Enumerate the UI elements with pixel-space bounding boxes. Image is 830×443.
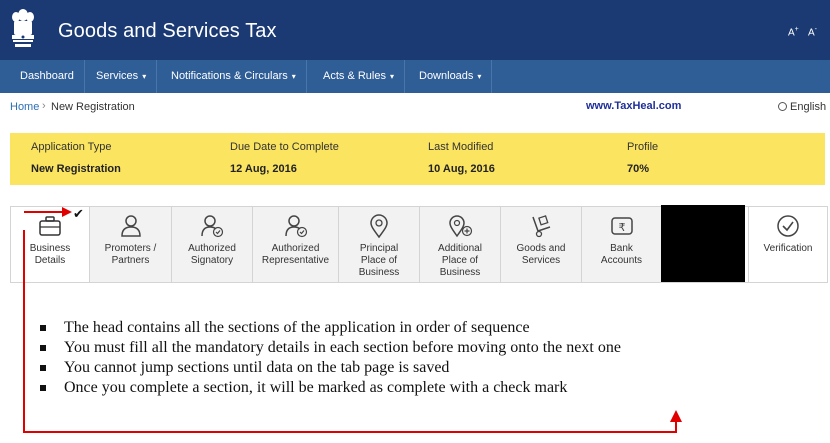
- instruction-item: You must fill all the mandatory details in each section before moving onto the next one: [40, 338, 820, 358]
- tab-bank-accounts[interactable]: ₹ Bank Accounts: [582, 207, 662, 282]
- last-modified-label: Last Modified: [428, 141, 494, 153]
- tab-verification[interactable]: Verification: [748, 207, 827, 282]
- instruction-item: You cannot jump sections until data on the tab page is saved: [40, 358, 820, 378]
- person-check-icon: [199, 213, 225, 239]
- breadcrumb-home-link[interactable]: Home: [10, 101, 40, 113]
- caret-down-icon: ▾: [291, 72, 296, 81]
- nav-acts-rules[interactable]: Acts & Rules ▾: [313, 60, 405, 93]
- nav-dashboard[interactable]: Dashboard: [10, 60, 85, 93]
- person-icon: [118, 213, 144, 239]
- tab-authorized-representative[interactable]: Authorized Representative: [253, 207, 339, 282]
- breadcrumb-current: New Registration: [51, 101, 135, 113]
- nav-services[interactable]: Services ▾: [86, 60, 157, 93]
- redacted-tab: [661, 205, 745, 282]
- tab-goods-services[interactable]: Goods and Services: [501, 207, 582, 282]
- application-type-label: Application Type: [31, 141, 112, 153]
- caret-down-icon: ▾: [389, 72, 394, 81]
- instruction-item: The head contains all the sections of the application in order of sequence: [40, 318, 820, 338]
- location-pin-icon: [366, 213, 392, 239]
- nav-notifications[interactable]: Notifications & Circulars ▾: [161, 60, 307, 93]
- breadcrumb-separator: ›: [42, 100, 46, 112]
- instruction-list: [40, 318, 820, 398]
- check-circle-icon: [775, 213, 801, 239]
- increase-font-button[interactable]: A+: [788, 26, 799, 39]
- tab-additional-place[interactable]: Additional Place of Business: [420, 207, 501, 282]
- language-selector[interactable]: English: [778, 101, 826, 113]
- person-check-icon: [283, 213, 309, 239]
- rupee-icon: [609, 213, 635, 239]
- caret-down-icon: ▾: [477, 72, 482, 81]
- hand-truck-icon: [528, 213, 554, 239]
- nav-downloads[interactable]: Downloads ▾: [409, 60, 492, 93]
- check-mark-icon: ✔: [73, 206, 84, 221]
- briefcase-icon: [37, 213, 63, 239]
- tab-business-details[interactable]: Business Details ✔: [11, 207, 90, 282]
- application-summary: [10, 133, 825, 185]
- location-pin-plus-icon: [447, 213, 473, 239]
- profile-value: 70%: [627, 163, 650, 175]
- tab-authorized-signatory[interactable]: Authorized Signatory: [172, 207, 253, 282]
- site-title: Goods and Services Tax: [58, 20, 277, 42]
- globe-icon: [778, 102, 787, 111]
- tab-principal-place[interactable]: Principal Place of Business: [339, 207, 420, 282]
- instruction-item: Once you complete a section, it will be marked as complete with a check mark: [40, 378, 820, 398]
- due-date-label: Due Date to Complete: [230, 141, 339, 153]
- caret-down-icon: ▾: [142, 72, 147, 81]
- last-modified-value: 10 Aug, 2016: [428, 163, 495, 175]
- breadcrumb: [0, 93, 830, 123]
- due-date-value: 12 Aug, 2016: [230, 163, 297, 175]
- decrease-font-button[interactable]: A-: [808, 26, 818, 39]
- profile-label: Profile: [627, 141, 659, 153]
- watermark-text: www.TaxHeal.com: [586, 100, 682, 112]
- tab-promoters-partners[interactable]: Promoters / Partners: [90, 207, 172, 282]
- national-emblem-icon: [8, 6, 38, 54]
- main-nav: [0, 60, 830, 93]
- svg-text:₹: ₹: [618, 221, 625, 234]
- application-type-value: New Registration: [31, 163, 121, 175]
- site-header: [0, 0, 830, 60]
